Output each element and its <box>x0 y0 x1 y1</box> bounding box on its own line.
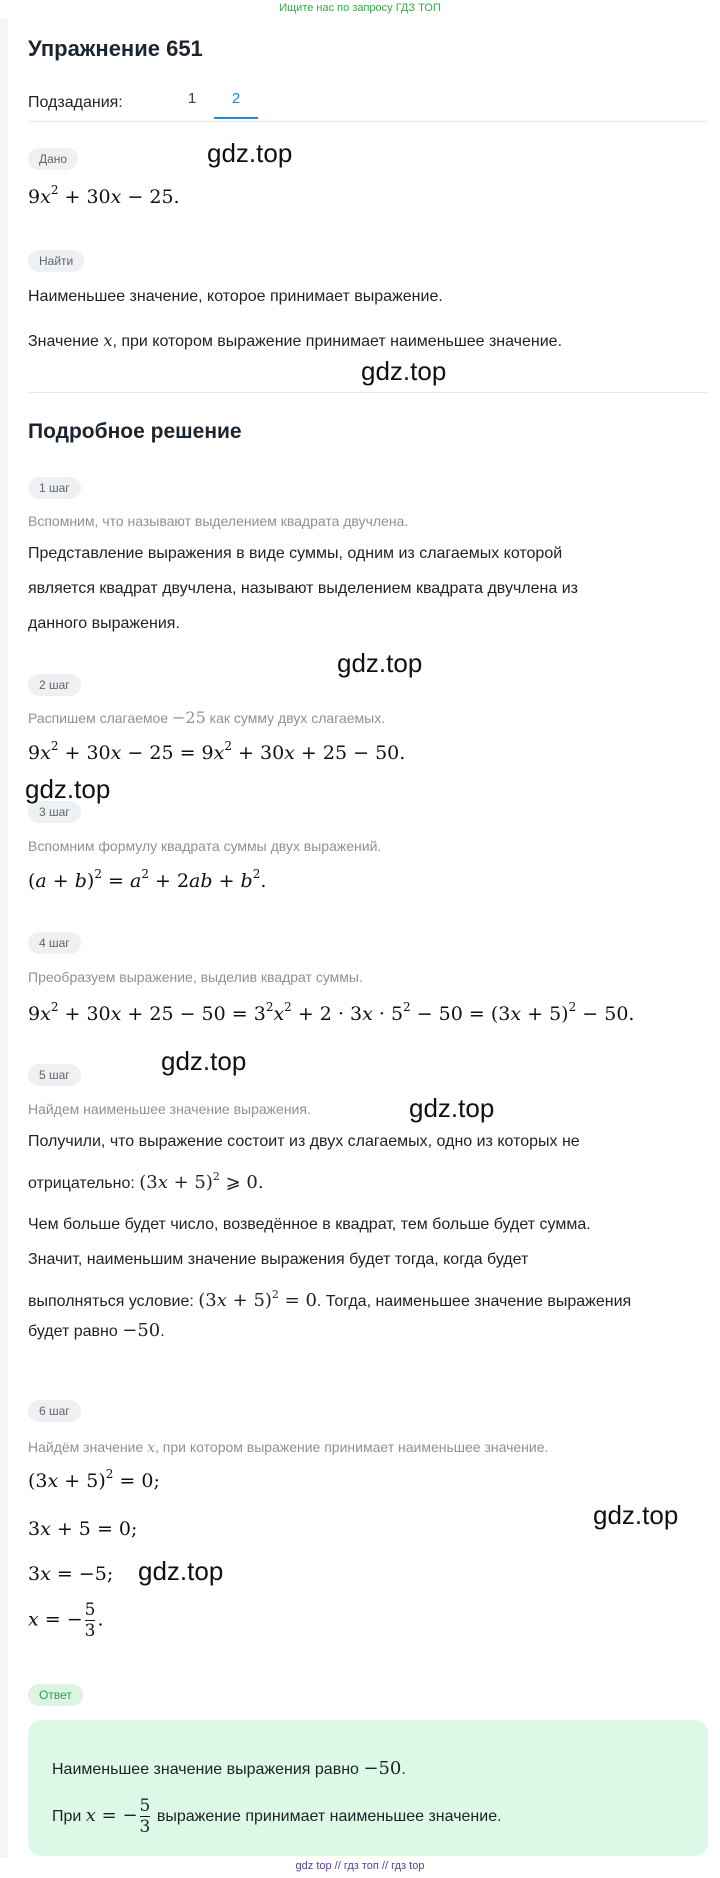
find-line-1: Наименьшее значение, которое принимает выражение. <box>28 288 443 305</box>
step-2-hint-post: как сумму двух слагаемых. <box>205 710 386 726</box>
step-6-eq-1: $(3x + 5)^2 = 0$; <box>28 1467 160 1492</box>
step-1-line-3: данного выражения. <box>28 615 180 632</box>
step-6-eq-4: x = − $\frac{5}{3}$ . <box>28 1600 104 1641</box>
step-5-p2-line-4-pre: будет равно <box>28 1323 123 1340</box>
watermark: gdz.top <box>593 1500 679 1530</box>
step-1-chip: 1 шаг <box>28 477 81 499</box>
section-divider <box>28 392 708 393</box>
solution-heading: Подробное решение <box>28 420 242 443</box>
answer-line-1 <box>52 1758 406 1781</box>
step-6-fraction-den: 3 <box>84 1621 96 1641</box>
answer-line-1-pre: Наименьшее значение выражения равно <box>52 1761 364 1778</box>
step-6-fraction <box>85 1600 96 1641</box>
footer-links[interactable]: gdz top // гдз топ // гдз top <box>295 1860 425 1872</box>
top-banner[interactable]: Ищите нас по запросу ГДЗ ТОП <box>279 2 441 14</box>
step-6-hint <box>28 1436 548 1459</box>
step-5-p1-line-2 <box>28 1166 264 1195</box>
step-5-p2-line-1: Чем больше будет число, возведённое в квадрат, тем больше будет сумма. <box>28 1216 591 1233</box>
subtask-tab-1[interactable]: 1 <box>187 90 197 107</box>
answer-line-2-math: x = − <box>85 1805 138 1826</box>
given-expression: $9x^2 + 30x - 25$. <box>28 183 180 208</box>
step-2-hint-pre: Распишем слагаемое <box>28 710 173 726</box>
step-1-line-1: Представление выражения в виде суммы, одним из слагаемых которой <box>28 545 563 562</box>
step-5-p2-line-3 <box>28 1284 631 1313</box>
answer-fraction-den: 3 <box>139 1817 151 1838</box>
find-line-2 <box>28 330 562 353</box>
watermark: gdz.top <box>207 138 293 168</box>
watermark: gdz.top <box>337 648 423 678</box>
find-line-2-post: , при котором выражение принимает наименьшее значение. <box>112 333 563 350</box>
step-3-hint: Вспомним формулу квадрата суммы двух выражений. <box>28 838 382 854</box>
step-5-p1-line-2-pre: отрицательно: <box>28 1175 140 1192</box>
step-4-chip: 4 шаг <box>28 932 81 954</box>
step-4-formula: $9x^2 + 30x + 25 - 50 = 3^2x^2 + 2 \cdot 3x \cdot 5^2 - 50 = (3x + 5)^2 - 50$. <box>28 1000 635 1025</box>
step-6-fraction-num: 5 <box>84 1600 96 1620</box>
step-5-p2-line-4-post: . <box>160 1323 165 1340</box>
answer-line-2-post: выражение принимает наименьшее значение. <box>152 1808 502 1825</box>
step-6-hint-pre: Найдём значение <box>28 1439 148 1455</box>
step-1-line-2: является квадрат двучлена, называют выделением квадрата двучлена из <box>28 580 578 597</box>
subtask-tab-2[interactable]: 2 <box>214 90 258 119</box>
step-5-p2-line-3-math: $(3x + 5)^2 = 0$ <box>198 1288 317 1311</box>
step-6-eq-4-post: . <box>97 1608 104 1631</box>
step-2-hint-math: −25 <box>172 708 206 727</box>
watermark: gdz.top <box>409 1093 495 1123</box>
find-line-2-var: x <box>103 331 113 350</box>
step-5-hint: Найдем наименьшее значение выражения. <box>28 1101 311 1117</box>
step-6-eq-2: 3x + 5 = 0; <box>28 1518 138 1540</box>
step-3-formula: $(a + b)^2 = a^2 + 2ab + b^2$. <box>28 867 267 892</box>
answer-box <box>28 1720 708 1856</box>
step-5-p1-line-2-math: $(3x + 5)^2$ ⩾ 0. <box>139 1170 264 1193</box>
step-5-p2-line-3-post: . Тогда, наименьшее значение выражения <box>316 1293 632 1310</box>
step-1-hint: Вспомним, что называют выделением квадрата двучлена. <box>28 513 409 529</box>
step-6-eq-3: 3x = −5; <box>28 1563 114 1585</box>
find-line-2-pre: Значение <box>28 333 104 350</box>
answer-fraction-num: 5 <box>139 1796 151 1817</box>
step-5-p2-line-3-pre: выполняться условие: <box>28 1293 199 1310</box>
left-edge <box>0 18 8 1858</box>
step-5-p2-line-2: Значит, наименьшим значение выражения будет тогда, когда будет <box>28 1251 529 1268</box>
watermark: gdz.top <box>138 1556 224 1586</box>
answer-line-1-post: . <box>401 1761 406 1778</box>
step-2-formula: $9x^2 + 30x - 25 = 9x^2 + 30x + 25 - 50$. <box>28 739 406 764</box>
step-5-p2-line-4-math: −50 <box>122 1320 161 1341</box>
step-4-hint: Преобразуем выражение, выделив квадрат суммы. <box>28 969 363 985</box>
subtasks-label: Подзадания: <box>28 94 123 111</box>
step-3-chip: 3 шаг <box>28 801 81 823</box>
answer-line-2 <box>52 1794 502 1839</box>
find-chip: Найти <box>28 250 84 272</box>
divider <box>28 121 708 122</box>
watermark: gdz.top <box>25 774 111 804</box>
step-6-chip: 6 шаг <box>28 1400 81 1422</box>
watermark: gdz.top <box>161 1046 247 1076</box>
step-5-p2-line-4 <box>28 1320 165 1343</box>
answer-fraction <box>140 1796 151 1837</box>
given-chip: Дано <box>28 148 78 170</box>
step-5-chip: 5 шаг <box>28 1064 81 1086</box>
watermark: gdz.top <box>361 356 447 386</box>
answer-line-1-math: −50 <box>363 1758 402 1779</box>
step-5-p1-line-1: Получили, что выражение состоит из двух слагаемых, одно из которых не <box>28 1133 580 1150</box>
page-title: Упражнение 651 <box>28 36 203 61</box>
right-edge <box>712 18 720 1858</box>
answer-chip: Ответ <box>28 1684 83 1706</box>
step-6-hint-var: x <box>147 1440 156 1456</box>
step-6-hint-post: , при котором выражение принимает наименьшее значение. <box>155 1439 549 1455</box>
answer-line-2-pre: При <box>52 1808 86 1825</box>
step-2-chip: 2 шаг <box>28 674 81 696</box>
step-2-hint <box>28 707 385 729</box>
